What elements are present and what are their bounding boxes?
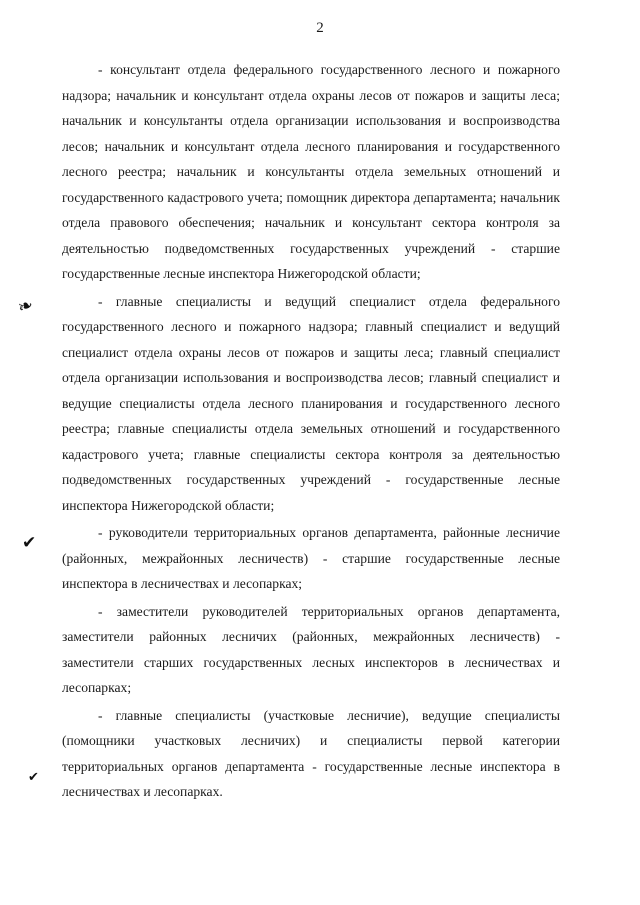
margin-checkmark-1: ❧	[14, 294, 37, 319]
page-number: 2	[316, 20, 324, 36]
paragraph-inspectors-forestries: - главные специалисты (участковые лесничие), ведущие специалисты (помощники участковых лесничих) и специалисты первой категории территориальных органов департамента - государственные лесные инспектора в лесничествах и лесопарках.	[62, 707, 560, 799]
paragraph-deputy-senior-inspectors: - заместители руководителей территориальных органов департамента, заместители районных лесничих (районных, межрайонных лесничеств) - заместители старших государственных лесных инспекторов в лесничествах и лесопарках;	[62, 603, 560, 695]
margin-checkmark-3: ✔	[28, 770, 39, 785]
paragraph-senior-inspectors-forestries: - руководители территориальных органов департамента, районные лесничие (районных, межрайонных лесничеств) - старшие государственные лесные инспектора в лесничествах и лесопарках;	[62, 525, 560, 591]
paragraph-senior-inspectors-region: - консультант отдела федерального государственного лесного и пожарного надзора; начальник и консультант отдела охраны лесов от пожаров и защиты леса; начальник и консультанты отдела организации использования и воспроизводства лесов; начальник и консультант отдела лесного планирования и государственного лесного реестра; начальник и консультанты отдела земельных отношений и государственного кадастрового учета; помощник директора департамента; начальник отдела правового обеспечения; начальник и консультант сектора контроля за деятельностью подведомственных государственных учреждений - старшие государственные лесные инспектора Нижегородской области;	[62, 62, 560, 281]
margin-checkmark-2: ✔	[22, 533, 37, 553]
document-body	[62, 57, 560, 807]
paragraph-inspectors-region: - главные специалисты и ведущий специалист отдела федерального государственного лесного и пожарного надзора; главный специалист и ведущий специалист отдела охраны лесов от пожаров и защиты леса; главный специалист отдела организации использования и воспроизводства лесов; главный специалист и ведущие специалисты отдела лесного планирования и государственного лесного реестра; главные специалисты отдела земельных отношений и государственного кадастрового учета; главные специалисты сектора контроля за деятельностью подведомственных государственных учреждений - государственные лесные инспектора Нижегородской области;	[62, 293, 560, 513]
